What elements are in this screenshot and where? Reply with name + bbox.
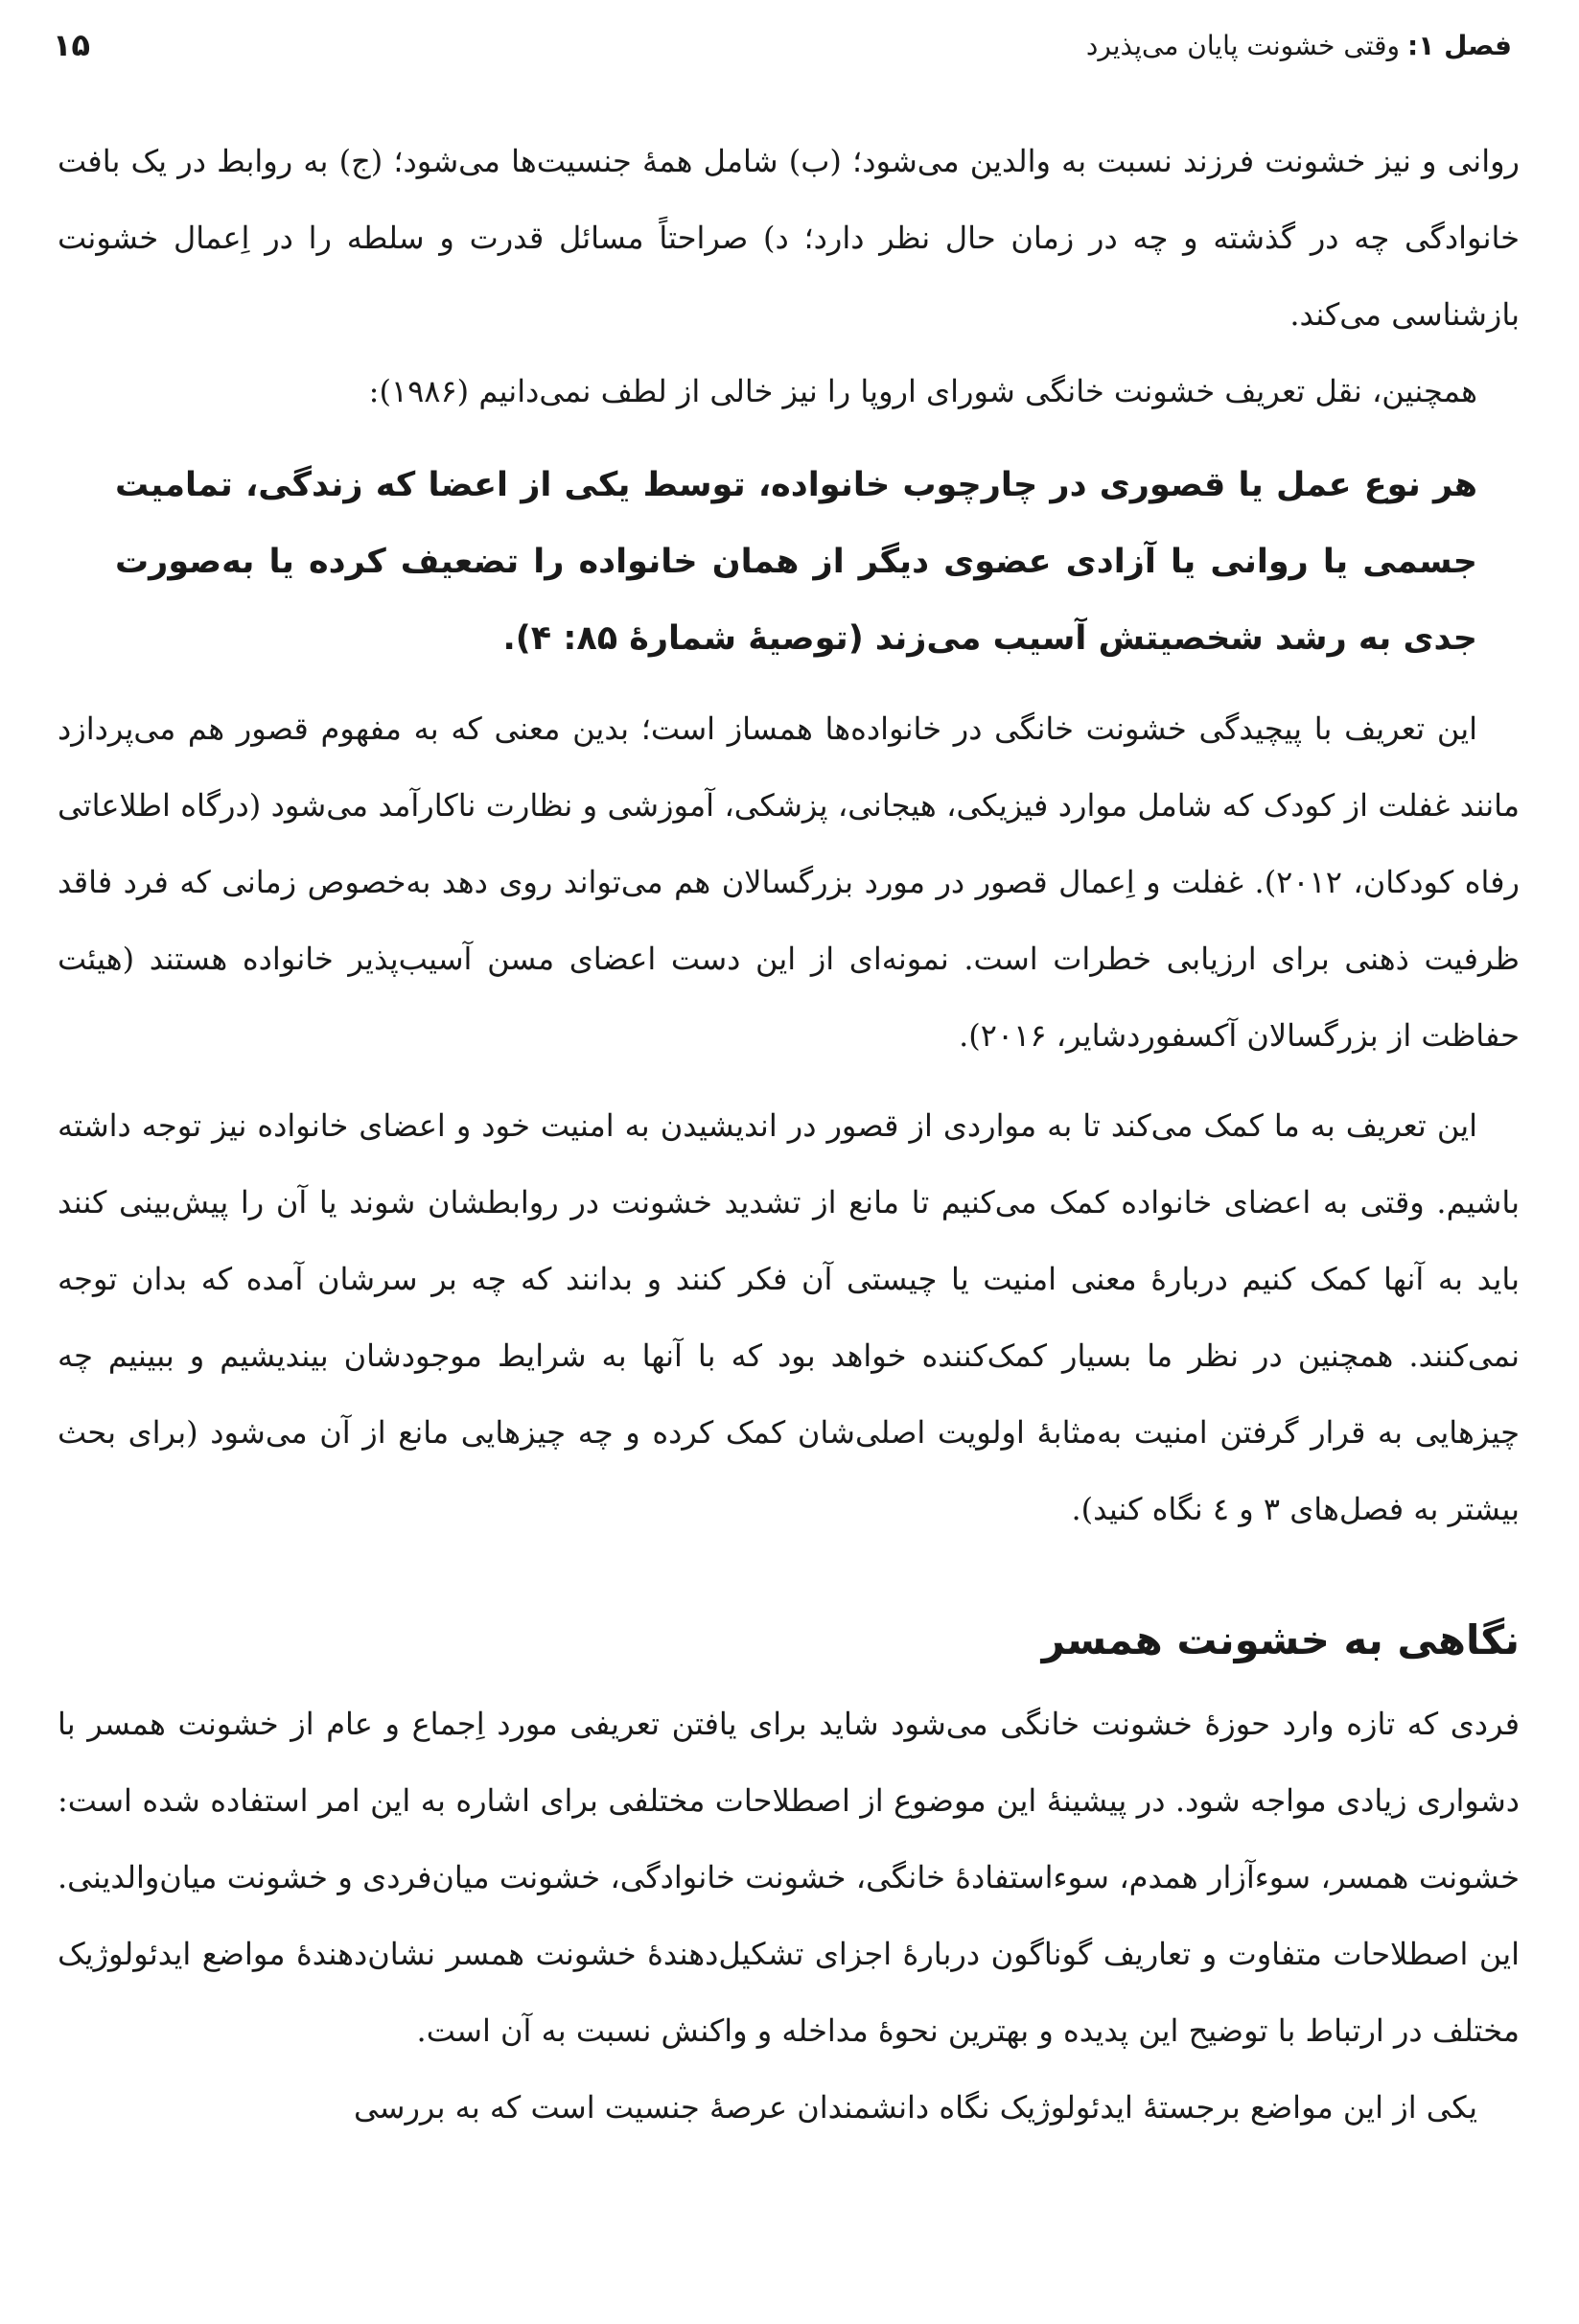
paragraph: فردی که تازه وارد حوزهٔ خشونت خانگی می‌شود شاید برای یافتن تعریفی مورد اِجماع و عام از خشونت همسر با دشواری زیادی مواجه شود. در پیشینهٔ این موضوع از اصطلاحات مختلفی برای اشاره به این امر استفاده شده است: خشونت همسر، سوءآزار همدم، سوءاستفادهٔ خانگی، خشونت خانوادگی، خشونت میان‌فردی و خشونت میان‌والدینی. این اصطلاحات متفاوت و تعاریف گوناگون دربارهٔ اجزای تشکیل‌دهندهٔ خشونت همسر نشان‌دهندهٔ مواضع ایدئولوژیک مختلف در ارتباط با توضیح این پدیده و بهترین نحوهٔ مداخله و واکنش نسبت به آن است.	[58, 1706, 1521, 2049]
paragraph: این تعریف به ما کمک می‌کند تا به مواردی از قصور در اندیشیدن به امنیت خود و اعضای خانواده نیز توجه داشته باشیم. وقتی به اعضای خانواده کمک می‌کنیم تا مانع از تشدید خشونت در روابطشان شوند یا آن را پیش‌بینی کنند باید به آنها کمک کنیم دربارهٔ معنی امنیت یا چیستی آن فکر کنند و بدانند که چه بر سرشان آمده که بدان توجه نمی‌کنند. همچنین در نظر ما بسیار کمک‌کننده خواهد بود که با آنها به شرایط موجودشان بیندیشیم و ببینیم چه چیزهایی به قرار گرفتن امنیت به‌مثابهٔ اولویت اصلی‌شان کمک کرده و چه چیزهایی مانع از آن می‌شود (برای بحث بیشتر به فصل‌های ۳ و ٤ نگاه کنید).	[58, 1107, 1521, 1527]
paragraph: همچنین، نقل تعریف خشونت خانگی شورای اروپا را نیز خالی از لطف نمی‌دانیم (۱۹۸۶):	[368, 373, 1477, 409]
page-body	[58, 123, 1520, 2146]
block-quote: هر نوع عمل یا قصوری در چارچوب خانواده، توسط یکی از اعضا که زندگی، تمامیت جسمی یا روانی یا آزادی عضوی دیگر از همان خانواده را تضعیف کرده یا به‌صورت جدی به رشد شخصیتش آسیب می‌زند (توصیهٔ شمارهٔ ۸۵: ۴).	[115, 466, 1477, 658]
paragraph: روانی و نیز خشونت فرزند نسبت به والدین می‌شود؛ (ب) شامل همهٔ جنسیت‌ها می‌شود؛ (ج) به روابط در یک بافت خانوادگی چه در گذشته و چه در زمان حال نظر دارد؛ د) صراحتاً مسائل قدرت و سلطه را در اِعمال خشونت بازشناسی می‌کند.	[58, 143, 1521, 333]
chapter-label: فصل ۱:	[1407, 29, 1512, 61]
chapter-title	[1086, 30, 1512, 61]
running-header	[53, 21, 1512, 69]
section-heading: نگاهی به خشونت همسر	[1041, 1616, 1520, 1663]
chapter-name: وقتی خشونت پایان می‌پذیرد	[1085, 29, 1401, 61]
page-number: ۱۵	[53, 27, 91, 63]
paragraph: این تعریف با پیچیدگی خشونت خانگی در خانواده‌ها همساز است؛ بدین معنی که به مفهوم قصور هم می‌پردازد مانند غفلت از کودک که شامل موارد فیزیکی، هیجانی، پزشکی، آموزشی و نظارت ناکارآمد می‌شود (درگاه اطلاعاتی رفاه کودکان، ۲۰۱۲). غفلت و اِعمال قصور در مورد بزرگسالان هم می‌تواند روی دهد به‌خصوص زمانی که فرد فاقد ظرفیت ذهنی برای ارزیابی خطرات است. نمونه‌ای از این دست اعضای مسن آسیب‌پذیر خانواده هستند (هیئت حفاظت از بزرگسالان آکسفوردشایر، ۲۰۱۶).	[58, 710, 1520, 1054]
paragraph: یکی از این مواضع برجستهٔ ایدئولوژیک نگاه دانشمندان عرصهٔ جنسیت است که به بررسی	[353, 2089, 1477, 2126]
